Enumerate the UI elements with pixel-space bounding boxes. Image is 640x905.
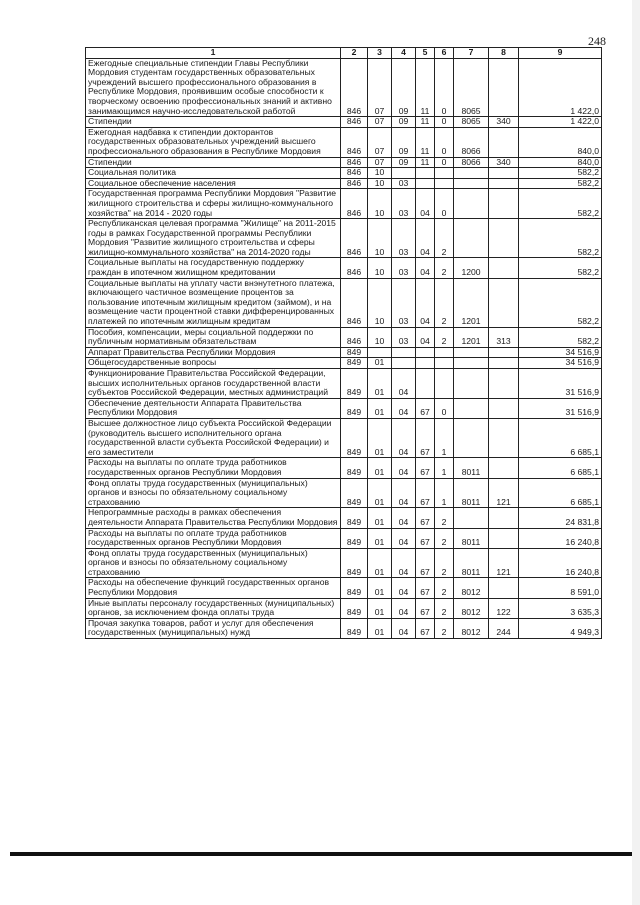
code-cell: 1 — [435, 458, 454, 478]
code-cell: 8012 — [454, 578, 489, 598]
code-cell: 340 — [489, 157, 519, 168]
code-cell: 8011 — [454, 528, 489, 548]
item-name-cell: Функционирование Правительства Российской Федерации, высших исполнительных органов государственной власти субъектов Российской Федерации, местных администраций — [86, 369, 341, 399]
item-name-cell: Обеспечение деятельности Аппарата Правительства Республики Мордовия — [86, 398, 341, 418]
amount-cell: 24 831,8 — [519, 508, 602, 528]
code-cell: 67 — [416, 458, 435, 478]
code-cell: 846 — [341, 127, 368, 157]
amount-cell: 582,2 — [519, 219, 602, 258]
header-cell: 9 — [519, 48, 602, 59]
code-cell — [392, 358, 416, 369]
code-cell: 01 — [368, 548, 392, 578]
table-row — [86, 219, 602, 258]
header-cell: 8 — [489, 48, 519, 59]
code-cell: 2 — [435, 618, 454, 638]
table-row — [86, 127, 602, 157]
code-cell — [454, 369, 489, 399]
code-cell — [368, 347, 392, 358]
code-cell — [489, 358, 519, 369]
code-cell: 846 — [341, 327, 368, 347]
code-cell: 01 — [368, 358, 392, 369]
amount-cell: 4 949,3 — [519, 618, 602, 638]
item-name-cell: Непрограммные расходы в рамках обеспечения деятельности Аппарата Правительства Республики Мордовия — [86, 508, 341, 528]
code-cell: 2 — [435, 258, 454, 278]
item-name-cell: Ежегодная надбавка к стипендии докторантов государственных образовательных учреждений высшего профессионального образования в Республике Мордовия — [86, 127, 341, 157]
code-cell — [489, 418, 519, 457]
code-cell — [392, 347, 416, 358]
table-row — [86, 508, 602, 528]
table-row — [86, 168, 602, 179]
code-cell: 09 — [392, 157, 416, 168]
amount-cell: 16 240,8 — [519, 528, 602, 548]
amount-cell: 3 635,3 — [519, 598, 602, 618]
header-cell: 4 — [392, 48, 416, 59]
amount-cell: 31 516,9 — [519, 398, 602, 418]
item-name-cell: Фонд оплаты труда государственных (муниципальных) органов и взносы по обязательному социальному страхованию — [86, 548, 341, 578]
item-name-cell: Расходы на выплаты по оплате труда работников государственных органов Республики Мордовия — [86, 528, 341, 548]
amount-cell: 840,0 — [519, 157, 602, 168]
code-cell — [489, 458, 519, 478]
table-row — [86, 258, 602, 278]
page-number: 248 — [588, 34, 606, 48]
code-cell — [416, 178, 435, 189]
item-name-cell: Высшее должностное лицо субъекта Российской Федерации (руководитель высшего исполнительного органа государственной власти субъекта Российской Федерации) и его заместители — [86, 418, 341, 457]
code-cell — [489, 189, 519, 219]
code-cell: 2 — [435, 578, 454, 598]
table-row — [86, 278, 602, 327]
item-name-cell: Ежегодные специальные стипендии Главы Республики Мордовия студентам государственных образовательных учреждений высшего профессионального образования в Республике Мордовия, проявившим особые способности к творческому освоению профессиональных знаний и активно занимающимся научно-исследовательской работой — [86, 58, 341, 117]
header-cell: 1 — [86, 48, 341, 59]
scan-right-edge — [632, 0, 640, 905]
table-row — [86, 178, 602, 189]
amount-cell: 6 685,1 — [519, 478, 602, 508]
code-cell: 8066 — [454, 157, 489, 168]
code-cell — [454, 219, 489, 258]
code-cell — [489, 219, 519, 258]
code-cell: 01 — [368, 618, 392, 638]
code-cell — [435, 168, 454, 179]
code-cell — [454, 398, 489, 418]
code-cell: 1200 — [454, 258, 489, 278]
code-cell: 1201 — [454, 327, 489, 347]
code-cell: 01 — [368, 369, 392, 399]
code-cell: 8066 — [454, 127, 489, 157]
code-cell: 03 — [392, 258, 416, 278]
amount-cell: 582,2 — [519, 189, 602, 219]
code-cell: 67 — [416, 598, 435, 618]
code-cell: 846 — [341, 117, 368, 128]
item-name-cell: Расходы на обеспечение функций государственных органов Республики Мордовия — [86, 578, 341, 598]
code-cell: 03 — [392, 219, 416, 258]
table-row — [86, 327, 602, 347]
code-cell: 01 — [368, 478, 392, 508]
code-cell — [454, 358, 489, 369]
code-cell — [435, 178, 454, 189]
item-name-cell: Расходы на выплаты по оплате труда работников государственных органов Республики Мордовия — [86, 458, 341, 478]
code-cell: 10 — [368, 219, 392, 258]
code-cell: 10 — [368, 327, 392, 347]
table-row — [86, 598, 602, 618]
code-cell: 04 — [392, 598, 416, 618]
code-cell: 67 — [416, 478, 435, 508]
code-cell: 849 — [341, 548, 368, 578]
code-cell: 04 — [392, 548, 416, 578]
code-cell: 01 — [368, 528, 392, 548]
code-cell — [489, 58, 519, 117]
code-cell: 03 — [392, 327, 416, 347]
code-cell: 0 — [435, 189, 454, 219]
code-cell: 04 — [392, 528, 416, 548]
item-name-cell: Пособия, компенсации, меры социальной поддержки по публичным нормативным обязательствам — [86, 327, 341, 347]
table-row — [86, 189, 602, 219]
code-cell: 10 — [368, 168, 392, 179]
amount-cell: 8 591,0 — [519, 578, 602, 598]
code-cell — [416, 347, 435, 358]
table-row — [86, 528, 602, 548]
amount-cell: 840,0 — [519, 127, 602, 157]
code-cell: 846 — [341, 168, 368, 179]
code-cell: 849 — [341, 478, 368, 508]
table-row — [86, 58, 602, 117]
code-cell: 04 — [392, 508, 416, 528]
table-row — [86, 157, 602, 168]
code-cell: 01 — [368, 418, 392, 457]
item-name-cell: Стипендии — [86, 117, 341, 128]
code-cell: 10 — [368, 189, 392, 219]
code-cell: 849 — [341, 578, 368, 598]
code-cell: 0 — [435, 157, 454, 168]
amount-cell: 582,2 — [519, 168, 602, 179]
code-cell: 340 — [489, 117, 519, 128]
code-cell: 846 — [341, 278, 368, 327]
code-cell: 10 — [368, 178, 392, 189]
code-cell: 04 — [392, 578, 416, 598]
code-cell — [454, 189, 489, 219]
code-cell: 07 — [368, 58, 392, 117]
code-cell: 04 — [392, 418, 416, 457]
table-row — [86, 458, 602, 478]
code-cell: 07 — [368, 117, 392, 128]
table-row — [86, 398, 602, 418]
code-cell: 849 — [341, 369, 368, 399]
code-cell — [454, 347, 489, 358]
code-cell: 11 — [416, 157, 435, 168]
header-cell: 3 — [368, 48, 392, 59]
code-cell: 8011 — [454, 548, 489, 578]
code-cell — [489, 508, 519, 528]
item-name-cell: Прочая закупка товаров, работ и услуг для обеспечения государственных (муниципальных) нужд — [86, 618, 341, 638]
code-cell: 11 — [416, 117, 435, 128]
code-cell: 10 — [368, 258, 392, 278]
table-row — [86, 548, 602, 578]
code-cell: 849 — [341, 418, 368, 457]
item-name-cell: Республиканская целевая программа "Жилище" на 2011-2015 годы в рамках Государственной программы Республики Мордовия "Развитие жилищного строительства и сферы жилищно-коммунального хозяйства" на 2014-2020 годы — [86, 219, 341, 258]
code-cell — [435, 358, 454, 369]
code-cell — [435, 347, 454, 358]
amount-cell: 31 516,9 — [519, 369, 602, 399]
code-cell: 849 — [341, 618, 368, 638]
code-cell: 04 — [392, 618, 416, 638]
code-cell — [435, 369, 454, 399]
header-cell: 7 — [454, 48, 489, 59]
code-cell: 04 — [416, 219, 435, 258]
code-cell: 67 — [416, 548, 435, 578]
item-name-cell: Фонд оплаты труда государственных (муниципальных) органов и взносы по обязательному социальному страхованию — [86, 478, 341, 508]
table-row — [86, 358, 602, 369]
table-row — [86, 117, 602, 128]
code-cell: 849 — [341, 458, 368, 478]
code-cell: 04 — [392, 369, 416, 399]
code-cell — [454, 418, 489, 457]
code-cell: 01 — [368, 598, 392, 618]
code-cell: 313 — [489, 327, 519, 347]
table-row — [86, 578, 602, 598]
code-cell: 2 — [435, 327, 454, 347]
amount-cell: 582,2 — [519, 178, 602, 189]
code-cell — [416, 369, 435, 399]
amount-cell: 1 422,0 — [519, 58, 602, 117]
code-cell — [489, 528, 519, 548]
code-cell: 2 — [435, 548, 454, 578]
code-cell — [416, 358, 435, 369]
code-cell: 1201 — [454, 278, 489, 327]
code-cell: 849 — [341, 598, 368, 618]
code-cell: 01 — [368, 578, 392, 598]
item-name-cell: Государственная программа Республики Мордовия "Развитие жилищного строительства и сферы жилищно-коммунального хозяйства" на 2014 - 2020 годы — [86, 189, 341, 219]
code-cell: 2 — [435, 508, 454, 528]
code-cell: 849 — [341, 398, 368, 418]
code-cell: 10 — [368, 278, 392, 327]
code-cell — [392, 168, 416, 179]
code-cell: 09 — [392, 127, 416, 157]
item-name-cell: Социальное обеспечение населения — [86, 178, 341, 189]
code-cell: 1 — [435, 478, 454, 508]
code-cell — [454, 508, 489, 528]
code-cell: 846 — [341, 189, 368, 219]
scan-bottom-edge — [10, 852, 632, 856]
item-name-cell: Общегосударственные вопросы — [86, 358, 341, 369]
code-cell: 849 — [341, 528, 368, 548]
code-cell: 846 — [341, 178, 368, 189]
code-cell — [454, 178, 489, 189]
code-cell: 121 — [489, 548, 519, 578]
header-cell: 6 — [435, 48, 454, 59]
code-cell: 0 — [435, 58, 454, 117]
code-cell: 8011 — [454, 458, 489, 478]
code-cell: 04 — [416, 278, 435, 327]
code-cell — [489, 178, 519, 189]
table-row — [86, 369, 602, 399]
code-cell: 09 — [392, 58, 416, 117]
item-name-cell: Социальные выплаты на государственную поддержку граждан в ипотечном жилищном кредитовании — [86, 258, 341, 278]
code-cell: 67 — [416, 528, 435, 548]
amount-cell: 1 422,0 — [519, 117, 602, 128]
item-name-cell: Стипендии — [86, 157, 341, 168]
code-cell: 0 — [435, 127, 454, 157]
code-cell: 2 — [435, 598, 454, 618]
code-cell: 2 — [435, 528, 454, 548]
code-cell: 849 — [341, 358, 368, 369]
code-cell — [489, 347, 519, 358]
code-cell — [489, 278, 519, 327]
code-cell: 67 — [416, 418, 435, 457]
table-row — [86, 418, 602, 457]
table-row — [86, 347, 602, 358]
code-cell — [489, 578, 519, 598]
code-cell: 07 — [368, 127, 392, 157]
code-cell: 8012 — [454, 598, 489, 618]
code-cell: 846 — [341, 157, 368, 168]
code-cell: 09 — [392, 117, 416, 128]
code-cell: 244 — [489, 618, 519, 638]
code-cell: 121 — [489, 478, 519, 508]
table-header-row — [86, 48, 602, 59]
code-cell: 1 — [435, 418, 454, 457]
code-cell: 846 — [341, 258, 368, 278]
code-cell: 03 — [392, 278, 416, 327]
code-cell: 04 — [416, 189, 435, 219]
code-cell — [489, 127, 519, 157]
amount-cell: 6 685,1 — [519, 458, 602, 478]
code-cell — [489, 168, 519, 179]
code-cell: 849 — [341, 508, 368, 528]
code-cell: 0 — [435, 398, 454, 418]
code-cell: 04 — [416, 327, 435, 347]
code-cell: 122 — [489, 598, 519, 618]
code-cell: 67 — [416, 398, 435, 418]
code-cell — [489, 398, 519, 418]
code-cell: 67 — [416, 508, 435, 528]
item-name-cell: Аппарат Правительства Республики Мордовия — [86, 347, 341, 358]
code-cell: 04 — [392, 458, 416, 478]
code-cell: 0 — [435, 117, 454, 128]
code-cell: 03 — [392, 189, 416, 219]
amount-cell: 582,2 — [519, 278, 602, 327]
code-cell: 846 — [341, 58, 368, 117]
code-cell: 849 — [341, 347, 368, 358]
code-cell: 8065 — [454, 117, 489, 128]
code-cell — [489, 369, 519, 399]
code-cell: 8011 — [454, 478, 489, 508]
item-name-cell: Социальные выплаты на уплату части внэнутетного платежа, включающего частичное возмещение процентов за пользование ипотечным жилищным кредитом (займом), и на возмещение части процентной ставки дифференцированных платежей по ипотечным жилищным кредитам — [86, 278, 341, 327]
code-cell: 01 — [368, 398, 392, 418]
code-cell: 2 — [435, 219, 454, 258]
budget-table — [85, 47, 602, 639]
code-cell — [454, 168, 489, 179]
code-cell: 04 — [392, 398, 416, 418]
table-row — [86, 618, 602, 638]
item-name-cell: Иные выплаты персоналу государственных (муниципальных) органов, за исключением фонда оплаты труда — [86, 598, 341, 618]
amount-cell: 6 685,1 — [519, 418, 602, 457]
code-cell: 03 — [392, 178, 416, 189]
code-cell: 67 — [416, 578, 435, 598]
code-cell: 11 — [416, 58, 435, 117]
amount-cell: 582,2 — [519, 258, 602, 278]
code-cell — [489, 258, 519, 278]
header-cell: 2 — [341, 48, 368, 59]
amount-cell: 582,2 — [519, 327, 602, 347]
table-row — [86, 478, 602, 508]
amount-cell: 34 516,9 — [519, 347, 602, 358]
item-name-cell: Социальная политика — [86, 168, 341, 179]
code-cell: 04 — [392, 478, 416, 508]
code-cell: 11 — [416, 127, 435, 157]
code-cell: 846 — [341, 219, 368, 258]
code-cell: 04 — [416, 258, 435, 278]
code-cell: 8012 — [454, 618, 489, 638]
code-cell: 07 — [368, 157, 392, 168]
code-cell: 2 — [435, 278, 454, 327]
code-cell: 01 — [368, 458, 392, 478]
code-cell: 8065 — [454, 58, 489, 117]
amount-cell: 16 240,8 — [519, 548, 602, 578]
header-cell: 5 — [416, 48, 435, 59]
amount-cell: 34 516,9 — [519, 358, 602, 369]
code-cell — [416, 168, 435, 179]
code-cell: 01 — [368, 508, 392, 528]
code-cell: 67 — [416, 618, 435, 638]
